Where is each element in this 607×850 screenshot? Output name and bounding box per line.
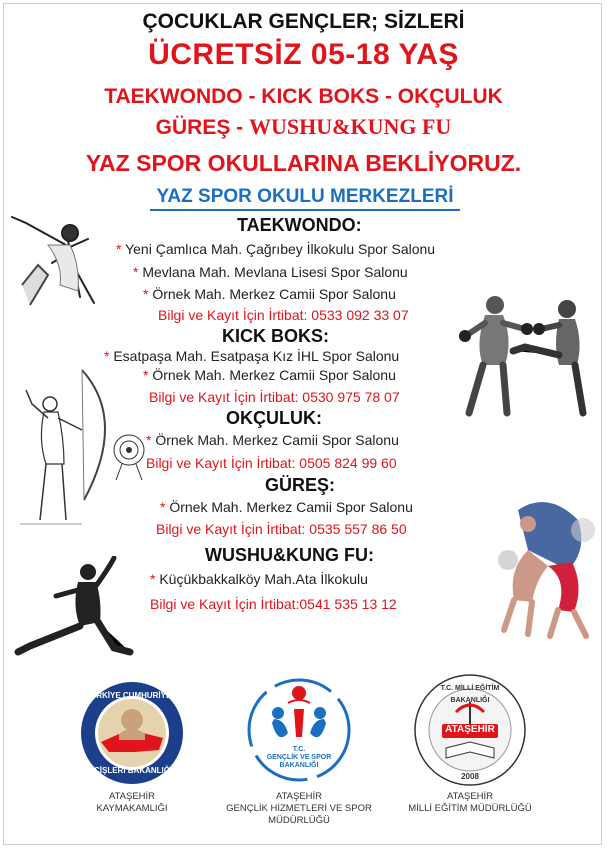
genclik-caption-3: MÜDÜRLÜĞÜ xyxy=(268,815,330,826)
genclik-logo-text-1: T.C. xyxy=(292,746,306,753)
icisleri-ring-bottom: İÇİŞLERİ BAKANLIĞI xyxy=(91,766,173,775)
list-item: * Örnek Mah. Merkez Camii Spor Salonu xyxy=(146,432,399,448)
list-item: * Yeni Çamlıca Mah. Çağrıbey İlkokulu Spor Salonu xyxy=(116,241,436,257)
genclik-logo-text-3: BAKANLIĞI xyxy=(279,762,319,769)
header-invite: YAZ SPOR OKULLARINA BEKLİYORUZ. xyxy=(85,150,522,176)
meb-caption-2: MİLLİ EĞİTİM MÜDÜRLÜĞÜ xyxy=(408,803,532,814)
list-item: * Örnek Mah. Merkez Camii Spor Salonu xyxy=(143,286,396,302)
meb-year: 2008 xyxy=(461,772,479,781)
kaymakamlik-caption-2: KAYMAKAMLIĞI xyxy=(96,803,168,814)
wrestling-illustration xyxy=(488,490,603,640)
section-title-wushu: WUSHU&KUNG FU: xyxy=(205,545,374,565)
header-sports-line: TAEKWONDO - KICK BOKS - OKÇULUK xyxy=(104,85,503,108)
header-line-1: ÇOCUKLAR GENÇLER; SİZLERİ xyxy=(142,10,465,33)
archery-illustration xyxy=(12,360,152,530)
meb-ring-top: T.C. MİLLİ EĞİTİM BAKANLIĞI xyxy=(440,685,500,704)
header-centers-title: YAZ SPOR OKULU MERKEZLERİ xyxy=(150,186,460,211)
taekwondo-kick-illustration xyxy=(8,205,113,315)
header-wushu: WUSHU&KUNG FU xyxy=(249,114,452,139)
kickboxing-fighters-illustration xyxy=(455,285,600,420)
header-gures: GÜREŞ - xyxy=(155,116,244,139)
contact-line: Bilgi ve Kayıt İçin İrtibat:0541 535 13 12 xyxy=(150,596,397,612)
header-free-ages: ÜCRETSİZ 05-18 YAŞ xyxy=(148,38,459,71)
contact-line: Bilgi ve Kayıt İçin İrtibat: 0530 975 78 07 xyxy=(149,389,400,405)
genclik-caption-2: GENÇLİK HİZMETLERİ VE SPOR xyxy=(226,803,372,814)
meb-caption-1: ATAŞEHİR xyxy=(446,791,494,802)
genclik-logo-text-2: GENÇLİK VE SPOR xyxy=(266,754,332,761)
contact-line: Bilgi ve Kayıt İçin İrtibat: 0533 092 33 07 xyxy=(158,307,409,323)
contact-line: Bilgi ve Kayıt İçin İrtibat: 0505 824 99 60 xyxy=(146,455,397,471)
list-item: * Küçükbakkalköy Mah.Ata İlkokulu xyxy=(150,571,368,587)
kaymakamlik-caption-1: ATAŞEHİR xyxy=(108,791,156,802)
list-item: * Örnek Mah. Merkez Camii Spor Salonu xyxy=(160,499,413,515)
contact-line: Bilgi ve Kayıt İçin İrtibat: 0535 557 86 50 xyxy=(156,521,407,537)
meb-banner: ATAŞEHİR xyxy=(445,724,495,735)
section-title-gures: GÜREŞ: xyxy=(265,475,336,495)
list-item: * Mevlana Mah. Mevlana Lisesi Spor Salonu xyxy=(133,264,408,280)
genclik-caption-1: ATAŞEHİR xyxy=(275,791,323,802)
icisleri-ring-top: TÜRKİYE CUMHURİYETİ xyxy=(85,691,179,700)
section-title-taekwondo: TAEKWONDO: xyxy=(237,215,362,235)
list-item: * Esatpaşa Mah. Esatpaşa Kız İHL Spor Salonu xyxy=(104,348,400,364)
section-title-kickboks: KICK BOKS: xyxy=(222,326,329,346)
kung-fu-illustration xyxy=(10,556,140,661)
header-sports-line-2 xyxy=(0,114,607,140)
list-item: * Örnek Mah. Merkez Camii Spor Salonu xyxy=(143,367,396,383)
section-title-okculuk: OKÇULUK: xyxy=(226,408,322,428)
